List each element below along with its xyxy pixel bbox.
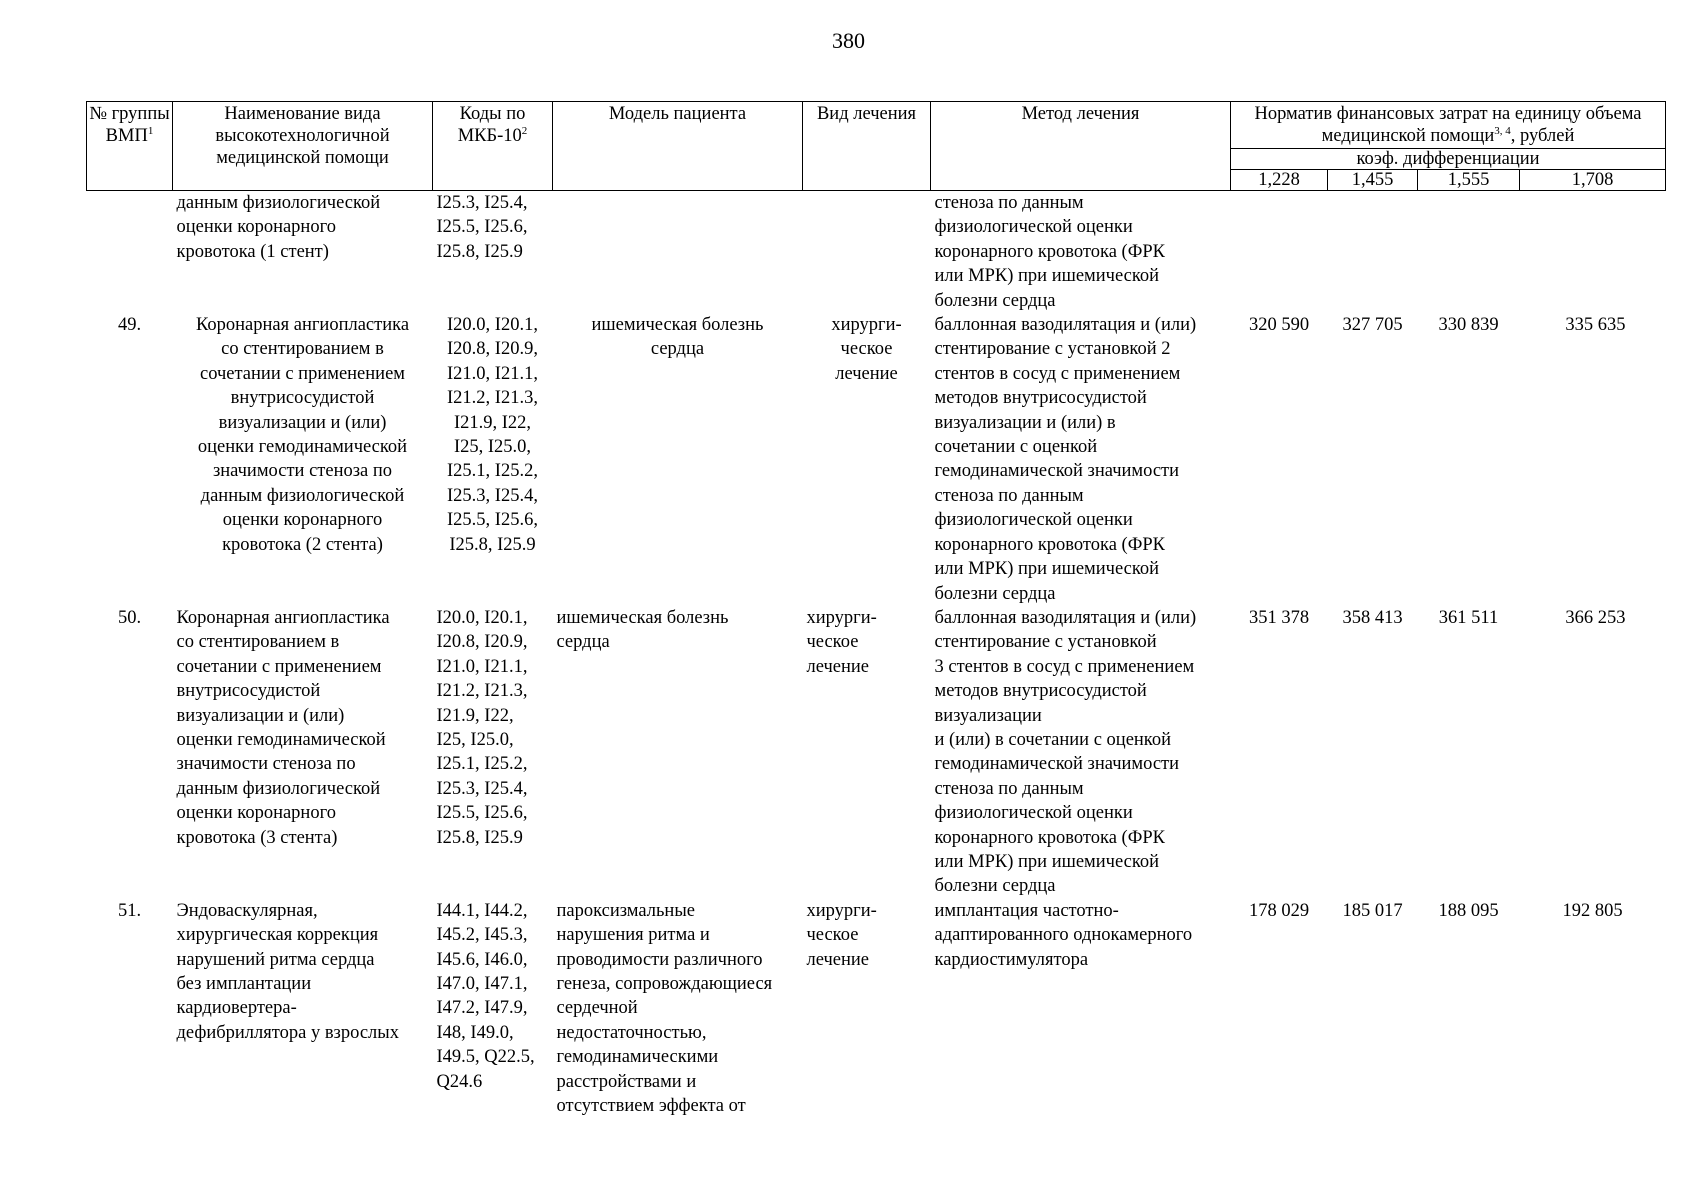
header-coef-3: 1,555: [1418, 170, 1520, 191]
treatment-method: баллонная вазодилятация и (или) стентирование с установкой 3 стентов в сосуд с применением методов внутрисосудистой визуализации и (или) в сочетании с оценкой гемодинамической значимости стеноза по данным физиологической оценки коронарного кровотока (ФРК или МРК) при ишемической болезни сердца: [934, 607, 1197, 897]
norm-value-3: 188 095: [1438, 900, 1499, 921]
norm-value-2: 327 705: [1342, 315, 1403, 336]
patient-model: ишемическая болезнь сердца: [591, 315, 764, 360]
norm-value-1: 351 378: [1248, 607, 1310, 628]
header-codes: Коды по МКБ-$10^2$: [433, 102, 553, 191]
icd-codes: I20.0, I20.1, I20.8, I20.9, I21.0, I21.1, I21.2, I21.3, I21.9, I22, I25, I25.0, I25.1, I25.2, I25.3, I25.4, I25.5, I25.6, I25.8, I25.9: [447, 315, 538, 555]
norm-value-2: [1328, 191, 1418, 314]
table-row: [87, 899, 1666, 1119]
patient-model: ишемическая болезнь сердца: [556, 607, 729, 653]
service-name: Коронарная ангиопластика со стентированием в сочетании с применением внутрисосудистой визуализации и (или) оценки гемодинамической значимости стеноза по данным физиологической оценки коронарного кровотока (3 стента): [176, 607, 390, 848]
header-coef-4: 1,708: [1520, 170, 1666, 191]
header-group-number: № группы ВМП$^1$: [87, 102, 173, 191]
table-header-row: [87, 102, 1666, 149]
table-row: [87, 191, 1666, 314]
header-coef-1: 1,228: [1231, 170, 1328, 191]
table-row: [87, 606, 1666, 899]
icd-codes: I20.0, I20.1, I20.8, I20.9, I21.0, I21.1, I21.2, I21.3, I21.9, I22, I25, I25.0, I25.1, I25.2, I25.3, I25.4, I25.5, I25.6, I25.8, I25.9: [436, 607, 528, 848]
row-number: [87, 191, 173, 314]
norm-value-4: [1520, 191, 1666, 314]
norm-value-4: 192 805: [1562, 900, 1623, 921]
vmp-table: [86, 101, 1666, 1118]
treatment-type: хирурги- ческое лечение: [806, 607, 877, 677]
norm-value-1: [1231, 191, 1328, 314]
treatment-type: [803, 191, 931, 314]
table-row: [87, 313, 1666, 606]
norm-value-3: 330 839: [1438, 315, 1499, 336]
norm-value-3: 361 511: [1438, 607, 1499, 628]
service-name: данным физиологической оценки коронарного кровотока (1 стент): [176, 193, 381, 262]
header-name: Наименование вида высокотехнологичной медицинской помощи: [173, 102, 433, 191]
row-number: 49.: [117, 315, 142, 336]
header-coefficient: коэф. дифференциации: [1231, 149, 1666, 170]
norm-value-1: 178 029: [1248, 900, 1310, 921]
icd-codes: I44.1, I44.2, I45.2, I45.3, I45.6, I46.0, I47.0, I47.1, I47.2, I47.9, I48, I49.0, I49.5, Q22.5, Q24.6: [436, 900, 535, 1092]
icd-codes: I25.3, I25.4, I25.5, I25.6, I25.8, I25.9: [436, 193, 528, 262]
treatment-type: хирурги- ческое лечение: [806, 900, 877, 970]
row-number: 51.: [117, 900, 142, 921]
norm-value-2: 358 413: [1342, 607, 1403, 628]
treatment-method: стеноза по данным физиологической оценки коронарного кровотока (ФРК или МРК) при ишемической болезни сердца: [934, 193, 1165, 311]
row-number: 50.: [117, 607, 142, 628]
patient-model: [553, 191, 803, 314]
page-number: 380: [832, 28, 865, 53]
header-financial-norm: Норматив финансовых затрат на единицу объема медицинской помощи$^{3, 4}$, рублей: [1231, 102, 1666, 149]
service-name: Эндоваскулярная, хирургическая коррекция нарушений ритма сердца без имплантации кардиовертера- дефибриллятора у взрослых: [176, 900, 399, 1043]
header-treatment-method: Метод лечения: [931, 102, 1231, 191]
treatment-type: хирурги- ческое лечение: [831, 315, 902, 384]
header-treatment-type: Вид лечения: [803, 102, 931, 191]
service-name: Коронарная ангиопластика со стентированием в сочетании с применением внутрисосудистой визуализации и (или) оценки гемодинамической значимости стеноза по данным физиологической оценки коронарного кровотока (2 стента): [195, 315, 410, 555]
norm-value-2: 185 017: [1342, 900, 1403, 921]
treatment-method: баллонная вазодилятация и (или) стентирование с установкой 2 стентов в сосуд с применением методов внутрисосудистой визуализации и (или) в сочетании с оценкой гемодинамической значимости стеноза по данным физиологической оценки коронарного кровотока (ФРК или МРК) при ишемической болезни сердца: [934, 315, 1197, 604]
treatment-method: имплантация частотно- адаптированного однокамерного кардиостимулятора: [934, 900, 1193, 970]
patient-model: пароксизмальные нарушения ритма и проводимости различного генеза, сопровождающиеся сердечной недостаточностью, гемодинамическими расстройствами и отсутствием эффекта от: [556, 900, 773, 1117]
header-coef-2: 1,455: [1328, 170, 1418, 191]
header-patient-model: Модель пациента: [553, 102, 803, 191]
norm-value-4: 335 635: [1565, 315, 1626, 336]
norm-value-3: [1418, 191, 1520, 314]
norm-value-1: 320 590: [1248, 315, 1310, 336]
norm-value-4: 366 253: [1565, 607, 1626, 628]
